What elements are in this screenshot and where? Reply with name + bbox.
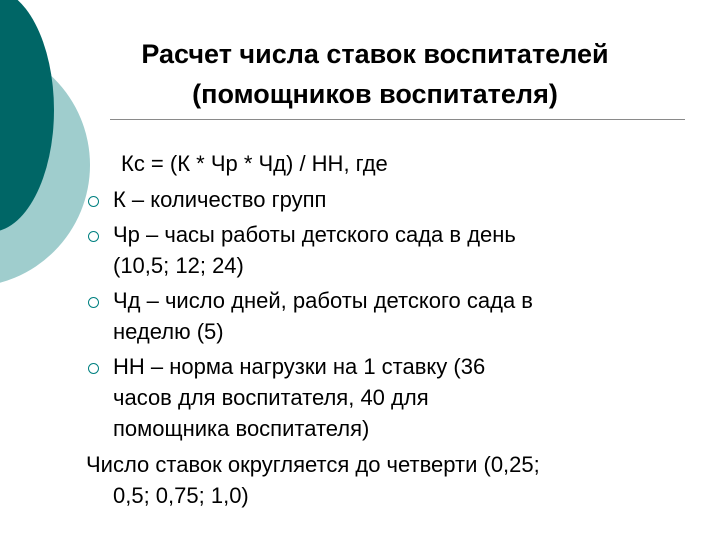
- hollow-circle-bullet-icon: [88, 231, 99, 242]
- hollow-circle-bullet-icon: [88, 297, 99, 308]
- title-line-2: (помощников воспитателя): [192, 79, 558, 109]
- formula-line: Кс = (К * Чр * Чд) / НН, где: [121, 151, 388, 176]
- title-line-1: Расчет числа ставок воспитателей: [141, 39, 609, 69]
- footer-note-line: 0,5; 0,75; 1,0): [113, 483, 249, 508]
- bullet-text: К – количество групп: [113, 187, 327, 212]
- title-divider: [110, 119, 685, 120]
- bullet-text: Чд – число дней, работы детского сада в: [113, 288, 533, 313]
- bullet-text-continuation: неделю (5): [113, 319, 224, 344]
- bullet-text-continuation: помощника воспитателя): [113, 416, 370, 441]
- slide-title: [95, 34, 655, 114]
- bullet-text: НН – норма нагрузки на 1 ставку (36: [113, 354, 486, 379]
- hollow-circle-bullet-icon: [88, 196, 99, 207]
- footer-note-line: Число ставок округляется до четверти (0,25;: [86, 452, 540, 477]
- hollow-circle-bullet-icon: [88, 363, 99, 374]
- bullet-text: Чр – часы работы детского сада в день: [113, 222, 516, 247]
- bullet-text-continuation: часов для воспитателя, 40 для: [113, 385, 429, 410]
- bullet-text-continuation: (10,5; 12; 24): [113, 253, 244, 278]
